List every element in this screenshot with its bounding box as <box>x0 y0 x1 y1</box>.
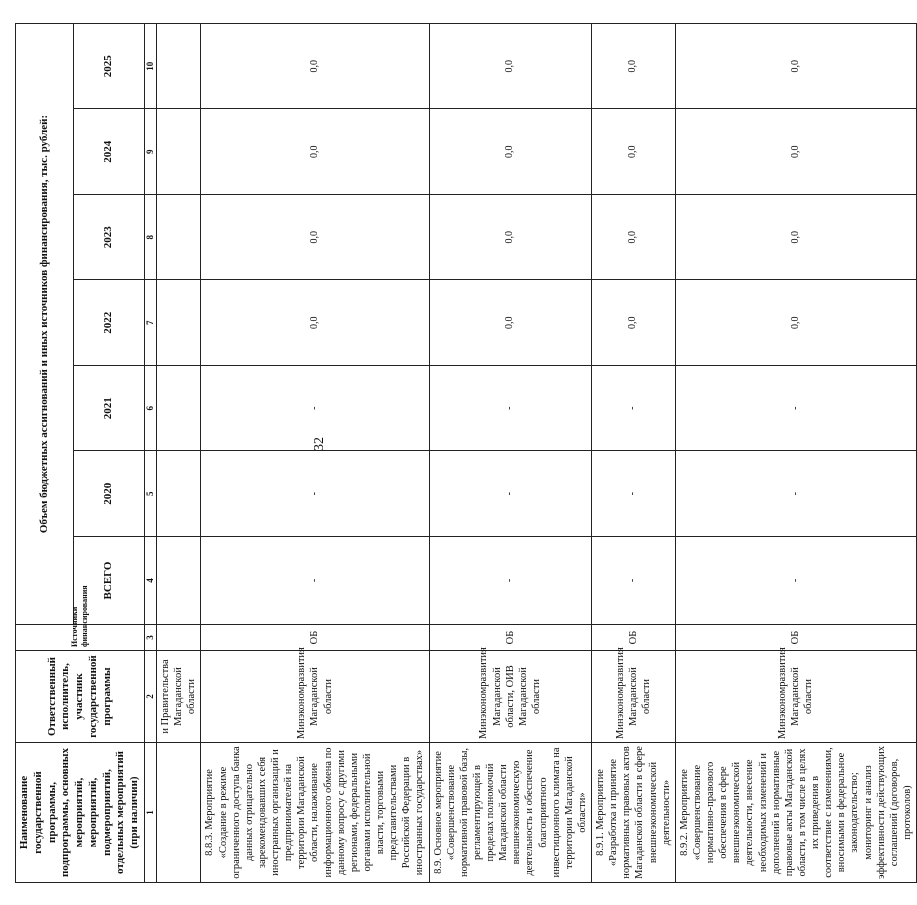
rotated-page <box>15 23 913 883</box>
table-row <box>201 23 429 882</box>
row-value: - <box>592 536 676 624</box>
row-name: 8.9.1. Мероприятие «Разработка и принятие нормативных правовых актов Магаданской области в сфере внешнеэкономической деятельности» <box>592 742 676 882</box>
column-number: 5 <box>144 451 156 537</box>
header-year: 2025 <box>74 23 145 109</box>
row-value: - <box>201 365 429 451</box>
row-source: ОБ <box>201 624 429 650</box>
table-row <box>592 23 676 882</box>
header-executor: Ответственный исполнитель, участник государственной программы <box>16 650 145 742</box>
table-row <box>429 23 592 882</box>
row-value: - <box>429 536 592 624</box>
row-value: 0,0 <box>675 194 916 280</box>
row-name: 8.8.3. Мероприятие «Создание в режиме ограниченного доступа банка данных отрицательно зарекомендовавших себя иностранных организаций и предпринимателей на территории Магаданской области, налаживание информационного обмена по данному вопросу с другими регионами, федеральными органами исполнительной власти, торговыми представительствами Российской Федерации в иностранных государствах» <box>201 742 429 882</box>
row-value <box>157 451 201 537</box>
row-value: 0,0 <box>429 194 592 280</box>
header-year: 2022 <box>74 280 145 366</box>
header-year: 2021 <box>74 365 145 451</box>
row-executor: Минэкономразвития Магаданской области <box>675 650 916 742</box>
row-value <box>157 194 201 280</box>
column-number: 10 <box>144 23 156 109</box>
row-value: 0,0 <box>592 23 676 109</box>
row-value: - <box>592 451 676 537</box>
column-number: 7 <box>144 280 156 366</box>
header-source: Источники финансирования <box>16 624 145 650</box>
row-name: 8.9.2. Мероприятие «Совершенствование нормативно-правового обеспечения в сфере внешнеэкономической деятельности, внесение необходимых изменений и дополнений в нормативные правовые акты Магаданской области, в том числе в целях их приведения в соответствие с изменениями, вносимыми в федеральное законодательство; мониторинг и анализ эффективности действующих соглашений (договоров, протоколов) <box>675 742 916 882</box>
row-source: ОБ <box>429 624 592 650</box>
row-value: - <box>201 536 429 624</box>
funding-table <box>15 23 917 883</box>
row-value: - <box>429 451 592 537</box>
header-total: ВСЕГО <box>74 536 145 624</box>
row-value: 0,0 <box>201 194 429 280</box>
page-number: 32 <box>312 437 327 451</box>
column-number: 1 <box>144 742 156 882</box>
header-year: 2023 <box>74 194 145 280</box>
row-value: 0,0 <box>201 280 429 366</box>
table-row <box>675 23 916 882</box>
row-source: ОБ <box>592 624 676 650</box>
row-value: 0,0 <box>429 280 592 366</box>
row-value: - <box>675 536 916 624</box>
column-number: 4 <box>144 536 156 624</box>
row-value: - <box>201 451 429 537</box>
row-name: 8.9. Основное мероприятие «Совершенствование нормативной правовой базы, регламентирующей в пределах полномочий Магаданской области внешнеэкономическую деятельность и обеспечение благоприятного инвестиционного климата на территории Магаданской области» <box>429 742 592 882</box>
header-year: 2024 <box>74 109 145 195</box>
column-number: 9 <box>144 109 156 195</box>
row-value: 0,0 <box>592 194 676 280</box>
row-value: 0,0 <box>201 23 429 109</box>
row-executor: Минэкономразвития Магаданской области <box>201 650 429 742</box>
row-value <box>157 365 201 451</box>
row-value: 0,0 <box>675 23 916 109</box>
row-value: 0,0 <box>429 23 592 109</box>
row-value <box>157 536 201 624</box>
header-name: Наименование государственной программы, подпрограммы, основных мероприятий, мероприятий, подмероприятий, отдельных мероприятий (при наличии) <box>16 742 145 882</box>
header-funding: Объем бюджетных ассигнований и иных источников финансирования, тыс. рублей: <box>16 23 74 624</box>
row-executor: и Правительства Магаданской области <box>157 650 201 742</box>
row-value: 0,0 <box>592 109 676 195</box>
row-value: - <box>675 451 916 537</box>
row-name <box>157 742 201 882</box>
row-source: ОБ <box>675 624 916 650</box>
row-value <box>157 109 201 195</box>
row-value: 0,0 <box>201 109 429 195</box>
header-year: 2020 <box>74 451 145 537</box>
row-value: 0,0 <box>675 109 916 195</box>
row-value: 0,0 <box>675 280 916 366</box>
column-number-row <box>144 23 156 882</box>
row-source <box>157 624 201 650</box>
column-number: 3 <box>144 624 156 650</box>
row-value <box>157 23 201 109</box>
column-number: 2 <box>144 650 156 742</box>
row-value <box>157 280 201 366</box>
row-value: - <box>429 365 592 451</box>
row-value: - <box>675 365 916 451</box>
row-executor: Минэкономразвития Магаданской области, ОИВ Магаданской области <box>429 650 592 742</box>
row-executor: Минэкономразвития Магаданской области <box>592 650 676 742</box>
column-number: 6 <box>144 365 156 451</box>
column-number: 8 <box>144 194 156 280</box>
row-value: - <box>592 365 676 451</box>
row-value: 0,0 <box>429 109 592 195</box>
row-value: 0,0 <box>592 280 676 366</box>
table-row <box>157 23 201 882</box>
